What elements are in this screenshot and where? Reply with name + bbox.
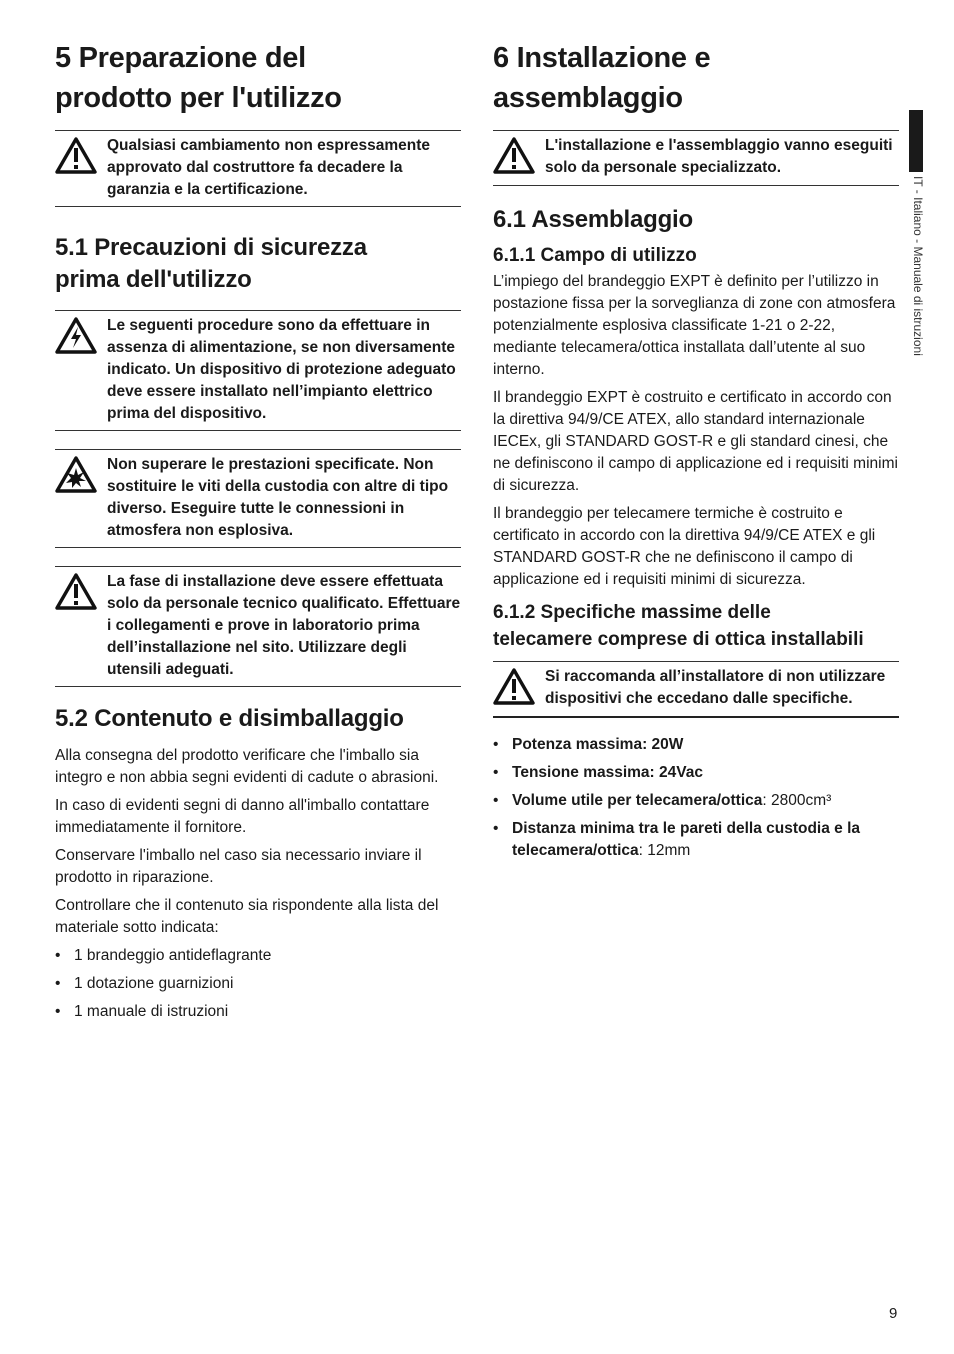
warning-text: Qualsiasi cambiamento non espressamente approvato dal costruttore fa decadere la garanzia e la certificazione.	[107, 137, 431, 198]
warning-specs	[493, 661, 899, 718]
spec-item: • Volume utile per telecamera/ottica: 2800cm³	[493, 792, 832, 809]
paragraph: Il brandeggio EXPT è costruito e certificato in accordo con la direttiva 94/9/CE ATEX, allo standard internazionale IECEx, gli STANDARD GOST-R e gli standard cinesi, che ne definiscono il campo di applicazione ed i requisiti minimi di sicurezza.	[493, 389, 898, 494]
paragraph: L’impiego del brandeggio EXPT è definito per l’utilizzo in postazione fissa per la sorveglianza di zone con atmosfera potenzialmente esplosiva classificate 1-21 o 2-22, mediante telecamera/ottica installata dall’utente al suo interno.	[493, 273, 896, 378]
warning-triangle-icon	[493, 666, 545, 711]
spec-item: • Tensione massima: 24Vac	[493, 764, 703, 781]
warning-explosion	[55, 449, 461, 548]
warning-text: Si raccomanda all’installatore di non utilizzare dispositivi che eccedano dalle specifiche.	[545, 668, 886, 707]
warning-triangle-icon	[493, 135, 545, 180]
list-item: • 1 dotazione guarnizioni	[55, 975, 234, 992]
warning-qualified-staff	[55, 566, 461, 687]
section-6-1-2-title: 6.1.2 Specifiche massime delle telecamere comprese di ottica installabili	[493, 602, 864, 650]
section-5-2-title: 5.2 Contenuto e disimballaggio	[55, 705, 404, 732]
warning-specialized-staff	[493, 130, 899, 186]
warning-text: La fase di installazione deve essere effettuata solo da personale tecnico qualificato. Effettuare i collegamenti e prove in laboratorio prima dell’installazione nel sito. Utilizzare degli utensili adeguati.	[107, 573, 461, 678]
warning-text: L'installazione e l'assemblaggio vanno eseguiti solo da personale specializzato.	[545, 137, 893, 176]
right-column	[493, 38, 899, 862]
specs-list	[493, 734, 899, 862]
paragraph: Alla consegna del prodotto verificare che l'imballo sia integro e non abbia segni evidenti di cadute o abrasioni.	[55, 747, 439, 786]
side-tab-marker	[909, 110, 923, 172]
paragraph: In caso di evidenti segni di danno all'imballo contattare immediatamente il fornitore.	[55, 797, 430, 836]
warning-text: Non superare le prestazioni specificate. Non sostituire le viti della custodia con altre di tipo diverso. Eseguire tutte le connessioni in atmosfera non esplosiva.	[107, 456, 449, 539]
section-5-title: 5 Preparazione del prodotto per l'utilizzo	[55, 42, 342, 114]
spec-item: • Potenza massima: 20W	[493, 736, 684, 753]
list-item: • 1 manuale di istruzioni	[55, 1003, 229, 1020]
section-5-1-title: 5.1 Precauzioni di sicurezza prima dell'utilizzo	[55, 234, 367, 293]
section-6-1-1-title: 6.1.1 Campo di utilizzo	[493, 245, 697, 266]
side-tab-label: IT - Italiano - Manuale di istruzioni	[911, 176, 925, 356]
spec-item: • Distanza minima tra le pareti della custodia e la telecamera/ottica: 12mm	[493, 820, 861, 859]
list-item: • 1 brandeggio antideflagrante	[55, 947, 272, 964]
electric-hazard-icon	[55, 315, 107, 425]
warning-modification	[55, 130, 461, 207]
page-number: 9	[889, 1305, 898, 1322]
paragraph: Il brandeggio per telecamere termiche è costruito e certificato in accordo con la direttiva 94/9/CE ATEX e gli STANDARD GOST-R che ne definiscono il campo di applicazione ed i requisiti minimi di sicurezza.	[493, 505, 876, 588]
paragraph: Controllare che il contenuto sia rispondente alla lista del materiale sotto indicata:	[55, 897, 439, 936]
warning-text: Le seguenti procedure sono da effettuare in assenza di alimentazione, se non diversamente indicato. Un dispositivo di protezione adeguato deve essere installato nell’impianto elettrico prima del dispositivo.	[107, 317, 456, 422]
explosion-hazard-icon	[55, 454, 107, 542]
left-column	[55, 38, 461, 1023]
contents-list	[55, 945, 461, 1023]
warning-electric	[55, 310, 461, 431]
warning-triangle-icon	[55, 135, 107, 201]
warning-triangle-icon	[55, 571, 107, 681]
paragraph: Conservare l'imballo nel caso sia necessario inviare il prodotto in riparazione.	[55, 847, 422, 886]
section-6-1-title: 6.1 Assemblaggio	[493, 206, 693, 233]
section-6-title: 6 Installazione e assemblaggio	[493, 42, 711, 114]
side-tab	[906, 176, 926, 408]
